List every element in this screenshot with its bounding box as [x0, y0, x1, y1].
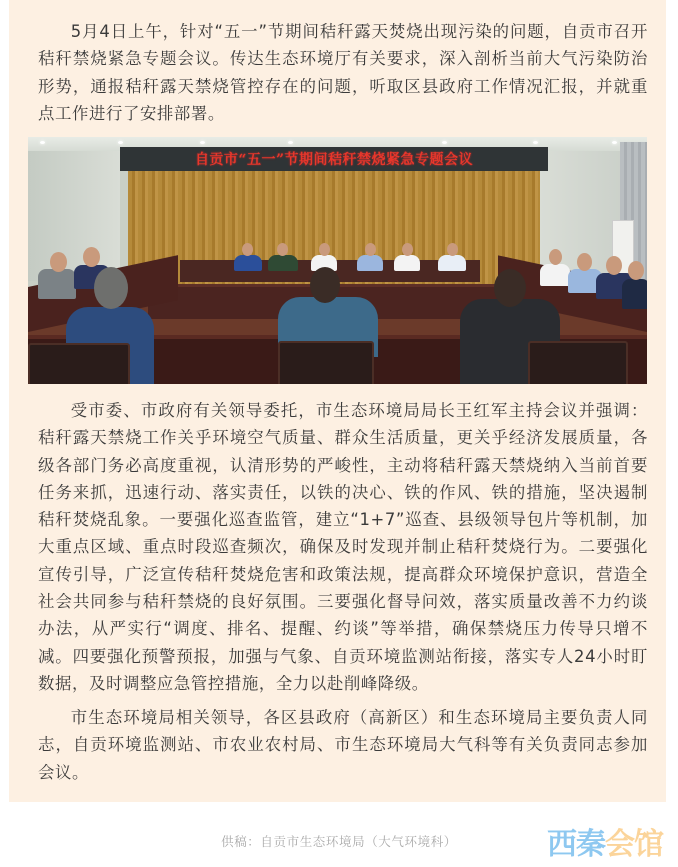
article-paragraph-3: 市生态环境局相关领导，各区县政府（高新区）和生态环境局主要负责人同志，自贡环境监测站、市农业农村局、市生态环境局大气科等有关负责同志参加会议。 [38, 708, 648, 782]
attendee-head [447, 243, 458, 256]
chair [528, 341, 628, 384]
attendee-head [310, 267, 340, 303]
ceiling-lamp [442, 141, 447, 144]
attendee-head [494, 269, 526, 307]
watermark-logo-part2: 会馆 [605, 827, 663, 862]
attendee-head [628, 261, 644, 280]
attendee-head [402, 243, 413, 256]
ceiling-lamp [533, 141, 538, 144]
ceiling-lamp [118, 141, 123, 144]
attendee [268, 255, 298, 271]
attendee-head [365, 243, 376, 256]
attendee [234, 255, 262, 271]
watermark-logo-part1: 西秦 [547, 827, 605, 862]
attendee [438, 255, 466, 271]
ceiling-lamp [40, 141, 45, 144]
article-source: 供稿：自贡市生态环境局（大气环境科） [221, 834, 457, 849]
attendee-head [577, 253, 592, 271]
attendee-head [94, 267, 128, 309]
attendee [357, 255, 383, 271]
attendee-head [319, 243, 330, 256]
article-paragraph-2: 受市委、市政府有关领导委托，市生态环境局局长王红军主持会议并强调：秸秆露天禁烧工作关乎环境空气质量、群众生活质量，更关乎经济发展质量，各级各部门务必高度重视，认清形势的严峻性，主动将秸秆露天禁烧纳入当前首要任务来抓，迅速行动、落实责任，以铁的决心、铁的作风、铁的措施，坚决遏制秸秆焚烧乱象。一要强化巡查监管，建立“1+7”巡查、县级领导包片等机制，加大重点区域、重点时段巡查频次，确保及时发现并制止秸秆焚烧行为。二要强化宣传引导，广泛宣传秸秆焚烧危害和政策法规，提高群众环境保护意识，营造全社会共同参与秸秆禁烧的良好氛围。三要强化督导问效，落实质量改善不力约谈办法，从严实行“调度、排名、提醒、约谈”等举措，确保禁烧压力传导只增不减。四要强化预警预报，加强与气象、自贡环境监测站衔接，落实专人24小时盯数据，及时调整应急管控措施，全力以赴削峰降级。 [38, 401, 648, 693]
attendee-head [50, 252, 67, 272]
attendee [540, 264, 570, 286]
chair [278, 341, 374, 384]
attendee-head [277, 243, 288, 256]
ceiling-lamp [612, 141, 617, 144]
watermark-logo [547, 826, 663, 864]
meeting-photo [28, 137, 647, 384]
article-paragraph-1: 5月4日上午，针对“五一”节期间秸秆露天焚烧出现污染的问题，自贡市召开秸秆禁烧紧急专题会议。传达生态环境厅有关要求，深入剖析当前大气污染防治形势，通报秸秆露天禁烧管控存在的问题，听取区县政府工作情况汇报，并就重点工作进行了安排部署。 [38, 22, 648, 123]
attendee-head [242, 243, 253, 256]
attendee [622, 279, 647, 309]
attendee-head [606, 256, 622, 275]
photo-wall-left [28, 151, 120, 281]
attendee [38, 269, 76, 299]
ceiling-lamp [288, 141, 293, 144]
chair [28, 343, 130, 384]
meeting-banner: 自贡市“五一”节期间秸秆禁烧紧急专题会议 [120, 147, 548, 171]
ceiling-lamp [200, 141, 205, 144]
attendee-head [83, 247, 100, 267]
attendee [394, 255, 420, 271]
attendee-head [549, 249, 562, 265]
